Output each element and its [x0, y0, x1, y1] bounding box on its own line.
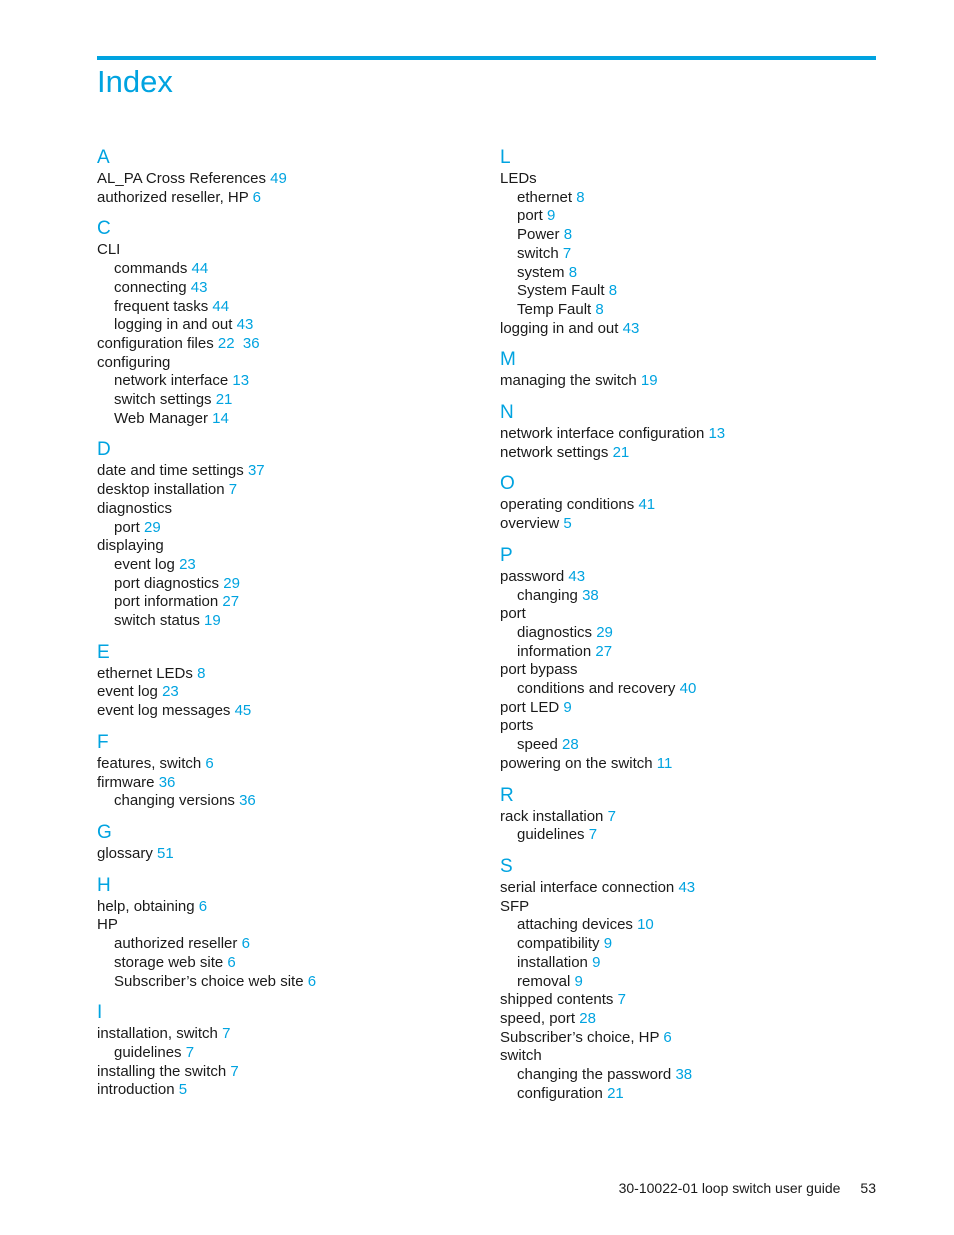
index-subentry: [97, 973, 477, 992]
section-letter: C: [97, 218, 111, 240]
entry-term: commands: [114, 260, 188, 278]
index-subentry: [500, 264, 880, 283]
index-subentry: [97, 1044, 477, 1063]
index-section: [500, 855, 880, 1103]
page-link[interactable]: 5: [563, 515, 572, 533]
index-subentry: [500, 207, 880, 226]
page-link[interactable]: 7: [230, 1062, 239, 1080]
index-section: [97, 146, 477, 207]
page-link[interactable]: 23: [179, 555, 196, 573]
index-subentry: [97, 279, 477, 298]
entry-term: switch settings: [114, 391, 212, 409]
entry-term: event log messages: [97, 702, 231, 720]
page-link[interactable]: 13: [232, 372, 250, 390]
entry-term: diagnostics: [97, 499, 173, 517]
index-entry: [500, 661, 880, 680]
page-link[interactable]: 6: [307, 972, 317, 990]
page-link[interactable]: 7: [562, 244, 572, 262]
entry-term: port: [500, 605, 526, 623]
section-letter: O: [500, 473, 515, 495]
entry-term: port LED: [500, 698, 560, 716]
entry-term: port: [114, 518, 140, 536]
index-entry: [500, 991, 880, 1010]
index-section: [97, 217, 477, 428]
entry-term: information: [517, 642, 592, 660]
entry-term: removal: [517, 972, 571, 990]
index-subentry: [97, 391, 477, 410]
index-subentry: [97, 575, 477, 594]
entry-term: port diagnostics: [114, 574, 220, 592]
index-entry: [97, 683, 477, 702]
index-section: [500, 348, 880, 391]
page-link[interactable]: 9: [547, 207, 556, 225]
section-letter: D: [97, 439, 111, 461]
index-entry: [97, 1063, 477, 1082]
index-subentry: [500, 1066, 880, 1085]
page-link[interactable]: 36: [239, 792, 256, 810]
index-subentry: [97, 298, 477, 317]
section-letter: R: [500, 784, 514, 806]
entry-term: network interface: [114, 372, 229, 390]
page-link[interactable]: 7: [228, 481, 238, 499]
index-section: [500, 784, 880, 845]
page-link[interactable]: 19: [204, 612, 221, 630]
page-link[interactable]: 6: [227, 953, 236, 971]
entry-term: installation: [517, 953, 588, 971]
index-entry: [500, 372, 880, 391]
index-subentry: [500, 826, 880, 845]
page-link[interactable]: 6: [241, 935, 250, 953]
index-column-left: [97, 146, 477, 1100]
index-subentry: [500, 973, 880, 992]
index-subentry: [500, 624, 880, 643]
index-section: [97, 821, 477, 864]
entry-term: operating conditions: [500, 496, 635, 514]
index-subentry: [97, 372, 477, 391]
index-entry: [97, 845, 477, 864]
index-subentry: [500, 587, 880, 606]
page-link[interactable]: 21: [612, 443, 630, 461]
entry-term: guidelines: [114, 1043, 182, 1061]
page-link[interactable]: 43: [622, 319, 640, 337]
index-section: [500, 401, 880, 462]
entry-term: desktop installation: [97, 481, 225, 499]
index-entry: [97, 665, 477, 684]
page-link[interactable]: 7: [185, 1043, 195, 1061]
page-link[interactable]: 13: [708, 425, 726, 443]
page-link[interactable]: 49: [270, 170, 287, 187]
page-link[interactable]: 28: [579, 1009, 596, 1027]
index-entry: [97, 462, 477, 481]
index-section: [97, 874, 477, 992]
index-entry: [500, 1047, 880, 1066]
entry-term: overview: [500, 515, 560, 533]
page-link[interactable]: 36: [158, 773, 176, 791]
page-link[interactable]: 8: [568, 263, 578, 281]
page-link[interactable]: 19: [640, 372, 658, 390]
index-subentry: [500, 301, 880, 320]
page-link[interactable]: 29: [223, 574, 240, 592]
page-link[interactable]: 22 36: [217, 334, 260, 352]
index-subentry: [97, 593, 477, 612]
page-link[interactable]: 7: [607, 807, 616, 825]
entry-term: configuration files: [97, 334, 214, 352]
entry-term: event log: [97, 683, 158, 701]
index-section: [97, 438, 477, 630]
index-subentry: [97, 954, 477, 973]
page-link[interactable]: 6: [198, 897, 208, 915]
page-link[interactable]: 43: [678, 878, 696, 896]
entry-term: managing the switch: [500, 372, 637, 390]
footer-page-number: 53: [860, 1180, 876, 1196]
entry-term: System Fault: [517, 282, 605, 300]
page-link[interactable]: 21: [215, 391, 233, 409]
entry-term: help, obtaining: [97, 897, 195, 915]
entry-term: switch: [517, 244, 559, 262]
entry-term: port bypass: [500, 661, 578, 679]
index-subentry: [500, 282, 880, 301]
index-entry: [500, 898, 880, 917]
entry-term: changing the password: [517, 1066, 672, 1084]
index-entry: [500, 1029, 880, 1048]
index-entry: [500, 755, 880, 774]
index-entry: [97, 354, 477, 373]
entry-term: storage web site: [114, 953, 224, 971]
index-subentry: [97, 519, 477, 538]
page-link[interactable]: 8: [608, 282, 618, 300]
index-section: [500, 472, 880, 533]
entry-term: powering on the switch: [500, 754, 653, 772]
entry-term: configuration: [517, 1084, 603, 1102]
entry-term: HP: [97, 916, 118, 934]
page-link[interactable]: 6: [663, 1028, 672, 1046]
page-link[interactable]: 9: [563, 698, 572, 716]
page-footer: [619, 1180, 876, 1196]
section-letter: G: [97, 821, 112, 843]
entry-term: event log: [114, 555, 175, 573]
entry-term: authorized reseller: [114, 935, 238, 953]
page-link[interactable]: 10: [637, 916, 654, 934]
index-entry: [97, 916, 477, 935]
entry-term: introduction: [97, 1081, 175, 1099]
entry-term: CLI: [97, 241, 121, 259]
page-link[interactable]: 41: [638, 496, 656, 514]
page-link[interactable]: 6: [252, 188, 261, 206]
index-subentry: [500, 1085, 880, 1104]
entry-term: switch: [500, 1047, 542, 1065]
entry-term: date and time settings: [97, 462, 244, 480]
index-entry: [97, 500, 477, 519]
index-entry: [500, 717, 880, 736]
page-link[interactable]: 44: [212, 297, 230, 315]
entry-term: ports: [500, 717, 534, 735]
page-link[interactable]: 27: [595, 642, 613, 660]
entry-term: connecting: [114, 278, 187, 296]
index-subentry: [500, 189, 880, 208]
index-subentry: [500, 226, 880, 245]
entry-term: ethernet: [517, 188, 573, 206]
index-entry: [500, 879, 880, 898]
index-entry: [500, 605, 880, 624]
entry-term: configuring: [97, 353, 171, 371]
entry-term: conditions and recovery: [517, 680, 676, 698]
page-link[interactable]: 8: [563, 226, 573, 244]
entry-term: serial interface connection: [500, 878, 675, 896]
page-link[interactable]: 6: [205, 754, 214, 772]
entry-term: changing: [517, 586, 578, 604]
page-link[interactable]: 8: [576, 188, 585, 206]
index-subentry: [97, 612, 477, 631]
entry-term: logging in and out: [500, 319, 619, 337]
section-letter: I: [97, 1002, 103, 1024]
entry-term: speed: [517, 736, 558, 754]
section-letter: P: [500, 544, 513, 566]
page-link[interactable]: 9: [603, 935, 613, 953]
index-section: [97, 731, 477, 811]
index-subentry: [500, 680, 880, 699]
page-link[interactable]: 43: [236, 316, 254, 334]
entry-term: Temp Fault: [517, 300, 592, 318]
entry-term: guidelines: [517, 826, 585, 844]
index-entry: [97, 537, 477, 556]
index-subentry: [97, 260, 477, 279]
index-subentry: [97, 935, 477, 954]
section-letter: N: [500, 402, 514, 424]
entry-term: displaying: [97, 537, 164, 555]
page-link[interactable]: 28: [562, 736, 579, 754]
entry-term: logging in and out: [114, 316, 233, 334]
index-entry: [500, 170, 880, 189]
index-subentry: [97, 410, 477, 429]
entry-term: speed, port: [500, 1009, 576, 1027]
index-subentry: [500, 916, 880, 935]
page-link[interactable]: 23: [162, 683, 179, 701]
index-entry: [500, 699, 880, 718]
entry-term: port: [517, 207, 543, 225]
page-link[interactable]: 21: [607, 1084, 624, 1102]
entry-term: firmware: [97, 773, 155, 791]
index-entry: [97, 898, 477, 917]
page-link[interactable]: 9: [592, 953, 601, 971]
entry-term: features, switch: [97, 754, 202, 772]
index-entry: [500, 1010, 880, 1029]
index-entry: [97, 774, 477, 793]
entry-term: LEDs: [500, 170, 537, 187]
page-link[interactable]: 40: [679, 680, 697, 698]
page-link[interactable]: 14: [212, 409, 229, 427]
entry-term: ethernet LEDs: [97, 664, 193, 682]
index-section: [500, 544, 880, 774]
footer-doc-title: 30-10022-01 loop switch user guide: [618, 1180, 841, 1196]
page-link[interactable]: 44: [191, 260, 209, 278]
index-entry: [97, 755, 477, 774]
index-entry: [500, 808, 880, 827]
index-subentry: [500, 954, 880, 973]
title-rule: [97, 56, 876, 60]
index-subentry: [97, 556, 477, 575]
page-link[interactable]: 45: [234, 702, 252, 720]
entry-term: installation, switch: [97, 1025, 218, 1043]
page-link[interactable]: 7: [588, 826, 598, 844]
page-link[interactable]: 7: [617, 991, 626, 1009]
section-letter: F: [97, 731, 109, 753]
index-section: [97, 641, 477, 721]
entry-term: AL_PA Cross References: [97, 170, 266, 187]
index-entry: [500, 425, 880, 444]
entry-term: frequent tasks: [114, 297, 209, 315]
entry-term: switch status: [114, 612, 200, 630]
section-letter: S: [500, 855, 513, 877]
index-entry: [97, 1025, 477, 1044]
page-link[interactable]: 38: [675, 1066, 693, 1084]
entry-term: rack installation: [500, 807, 604, 825]
entry-term: network settings: [500, 443, 609, 461]
index-entry: [500, 515, 880, 534]
entry-term: Web Manager: [114, 409, 208, 427]
index-subentry: [97, 792, 477, 811]
index-entry: [500, 496, 880, 515]
page-link[interactable]: 37: [247, 462, 265, 480]
page-link[interactable]: 11: [656, 754, 673, 772]
index-subentry: [500, 935, 880, 954]
entry-term: password: [500, 567, 565, 585]
entry-term: Subscriber’s choice, HP: [500, 1028, 660, 1046]
entry-term: glossary: [97, 844, 153, 862]
index-entry: [500, 320, 880, 339]
page-title: Index: [97, 64, 173, 99]
entry-term: system: [517, 263, 565, 281]
entry-term: attaching devices: [517, 916, 633, 934]
page-link[interactable]: 38: [582, 586, 599, 604]
entry-term: authorized reseller, HP: [97, 188, 249, 206]
page-link[interactable]: 43: [190, 278, 208, 296]
page-link[interactable]: 5: [178, 1081, 188, 1099]
index-entry: [97, 1081, 477, 1100]
index-section: [97, 1001, 477, 1100]
index-entry: [97, 335, 477, 354]
entry-term: Subscriber’s choice web site: [114, 972, 304, 990]
index-entry: [97, 170, 477, 189]
section-letter: L: [500, 147, 511, 168]
section-letter: E: [97, 641, 110, 663]
entry-term: SFP: [500, 897, 530, 915]
page-link[interactable]: 9: [574, 972, 583, 990]
page-link[interactable]: 8: [595, 300, 604, 318]
page-link[interactable]: 29: [596, 623, 613, 641]
entry-term: installing the switch: [97, 1062, 227, 1080]
index-subentry: [97, 316, 477, 335]
section-letter: H: [97, 874, 111, 896]
index-entry: [97, 241, 477, 260]
entry-term: port information: [114, 593, 219, 611]
page-link[interactable]: 8: [197, 664, 206, 682]
page-link[interactable]: 7: [222, 1025, 231, 1043]
entry-term: Power: [517, 226, 560, 244]
section-letter: M: [500, 349, 516, 371]
index-entry: [97, 189, 477, 208]
index-subentry: [500, 245, 880, 264]
index-entry: [500, 444, 880, 463]
page-link[interactable]: 43: [568, 567, 586, 585]
index-section: [500, 146, 880, 338]
page-link[interactable]: 29: [144, 518, 161, 536]
entry-term: compatibility: [517, 935, 600, 953]
index-subentry: [500, 736, 880, 755]
entry-term: network interface configuration: [500, 425, 705, 443]
index-entry: [97, 481, 477, 500]
entry-term: shipped contents: [500, 991, 614, 1009]
index-entry: [97, 702, 477, 721]
section-letter: A: [97, 147, 110, 168]
index-entry: [500, 568, 880, 587]
index-subentry: [500, 643, 880, 662]
entry-term: changing versions: [114, 792, 235, 810]
page-link[interactable]: 51: [157, 844, 174, 862]
index-column-right: [500, 146, 880, 1103]
entry-term: diagnostics: [517, 623, 593, 641]
page-link[interactable]: 27: [222, 593, 240, 611]
